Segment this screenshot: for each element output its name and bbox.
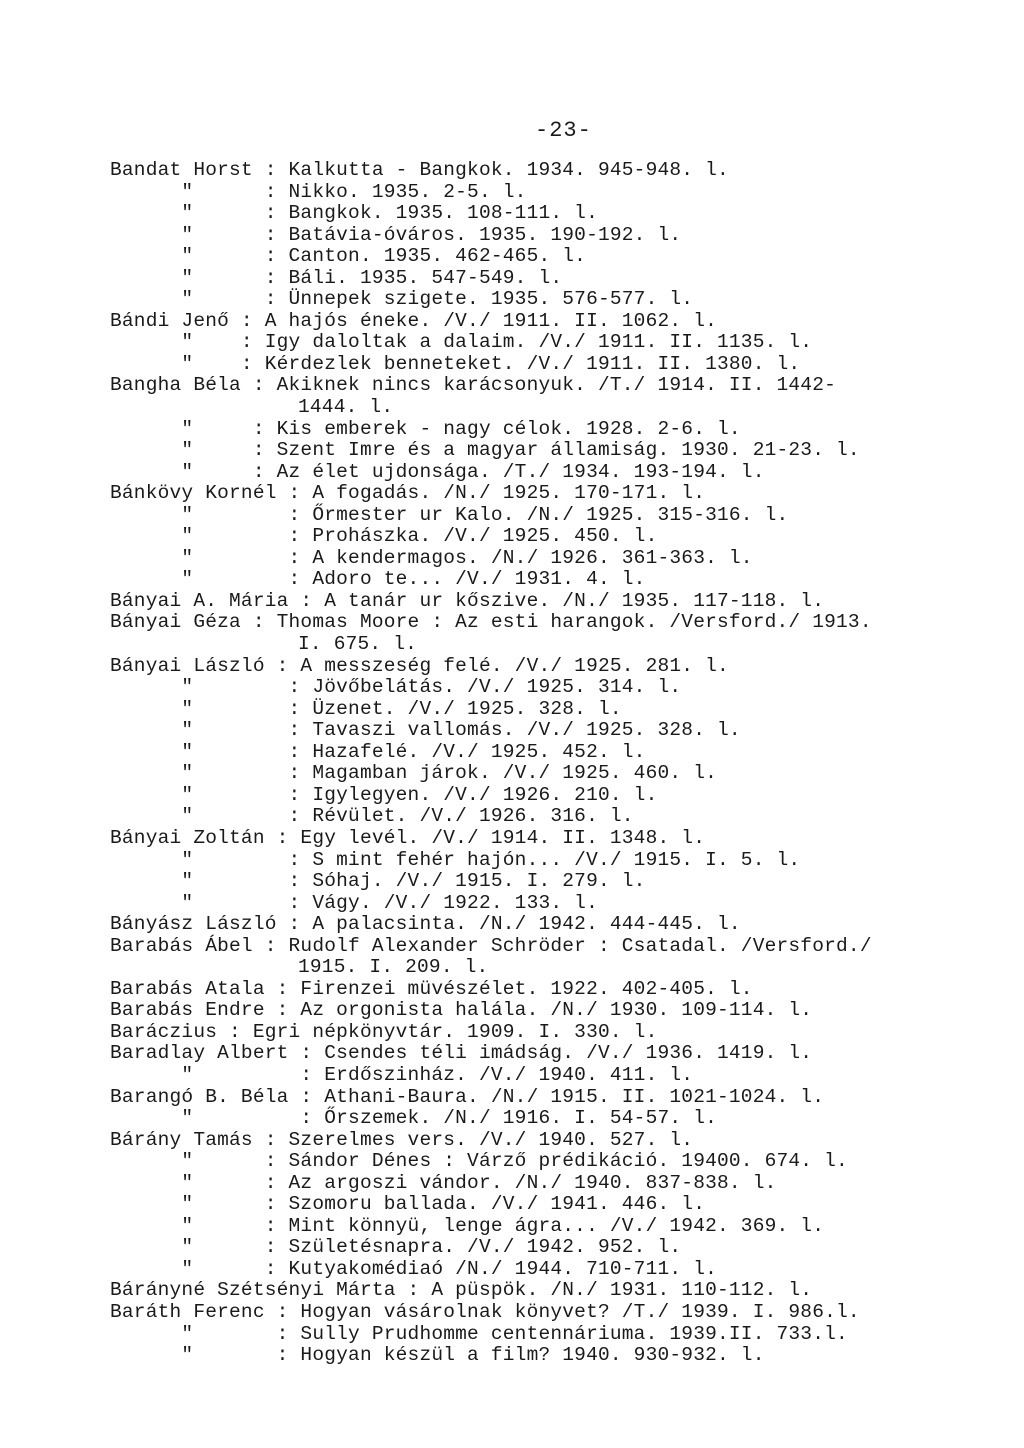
entry-line: Bányai Géza : Thomas Moore : Az esti harangok. /Versford./ 1913. xyxy=(110,611,872,634)
entry-line: " : Kérdezlek benneteket. /V./ 1911. II. 1380. l. xyxy=(110,352,801,375)
entry-line: Bányai László : A messzeség felé. /V./ 1925. 281. l. xyxy=(110,654,729,677)
entry-line: Bányai A. Mária : A tanár ur kőszive. /N./ 1935. 117-118. l. xyxy=(110,589,825,612)
entry-line: Bányai Zoltán : Egy levél. /V./ 1914. II. 1348. l. xyxy=(110,826,706,849)
entry-line: Bányász László : A palacsinta. /N./ 1942. 444-445. l. xyxy=(110,913,741,936)
entry-line: " : Igylegyen. /V./ 1926. 210. l. xyxy=(110,783,658,806)
entry-line: " : Báli. 1935. 547-549. l. xyxy=(110,266,563,289)
entry-line: " : Sully Prudhomme centennáriuma. 1939.II. 733.l. xyxy=(110,1322,848,1345)
entry-line: " : Sándor Dénes : Várző prédikáció. 19400. 674. l. xyxy=(110,1150,848,1173)
entry-line: " : S mint fehér hajón... /V./ 1915. I. 5. l. xyxy=(110,848,801,871)
page-number: -23- xyxy=(535,118,592,143)
entry-line: Barabás Endre : Az orgonista halála. /N./ 1930. 109-114. l. xyxy=(110,999,813,1022)
entry-line: Bánkövy Kornél : A fogadás. /N./ 1925. 170-171. l. xyxy=(110,482,706,505)
entry-line: " : Hogyan készül a film? 1940. 930-932. l. xyxy=(110,1344,765,1367)
entry-line: Barabás Ábel : Rudolf Alexander Schröder : Csatadal. /Versford./ xyxy=(110,934,872,957)
entry-line: " : Őrszemek. /N./ 1916. I. 54-57. l. xyxy=(110,1107,717,1130)
entry-line: Bándi Jenő : A hajós éneke. /V./ 1911. II. 1062. l. xyxy=(110,309,717,332)
entry-line: Barangó B. Béla : Athani-Baura. /N./ 1915. II. 1021-1024. l. xyxy=(110,1085,825,1108)
entry-line: " : Prohászka. /V./ 1925. 450. l. xyxy=(110,525,658,548)
entry-line: " : Hazafelé. /V./ 1925. 452. l. xyxy=(110,740,646,763)
entry-line: Bangha Béla : Akiknek nincs karácsonyuk. /T./ 1914. II. 1442- xyxy=(110,374,837,397)
entry-line: " : Üzenet. /V./ 1925. 328. l. xyxy=(110,697,622,720)
entry-line: Baradlay Albert : Csendes téli imádság. /V./ 1936. 1419. l. xyxy=(110,1042,813,1065)
entry-continuation: 1444. l. xyxy=(298,396,394,419)
entry-line: " : Kutyakomédiaó /N./ 1944. 710-711. l. xyxy=(110,1257,717,1280)
entry-line: " : Szomoru ballada. /V./ 1941. 446. l. xyxy=(110,1193,706,1216)
entry-line: " : Révület. /V./ 1926. 316. l. xyxy=(110,805,634,828)
entry-line: Bárány Tamás : Szerelmes vers. /V./ 1940. 527. l. xyxy=(110,1128,694,1151)
entry-line: " : Születésnapra. /V./ 1942. 952. l. xyxy=(110,1236,682,1259)
entry-line: " : Jövőbelátás. /V./ 1925. 314. l. xyxy=(110,676,682,699)
entry-line: " : Igy daloltak a dalaim. /V./ 1911. II. 1135. l. xyxy=(110,331,813,354)
entry-line: " : Sóhaj. /V./ 1915. I. 279. l. xyxy=(110,870,646,893)
entry-line: " : Őrmester ur Kalo. /N./ 1925. 315-316. l. xyxy=(110,503,789,526)
entry-line: Barabás Atala : Firenzei müvészélet. 1922. 402-405. l. xyxy=(110,977,753,1000)
entry-line: Baráczius : Egri népkönyvtár. 1909. I. 330. l. xyxy=(110,1020,658,1043)
entry-line: " : Adoro te... /V./ 1931. 4. l. xyxy=(110,568,646,591)
bibliography-list xyxy=(110,160,1010,1367)
entry-line: " : A kendermagos. /N./ 1926. 361-363. l. xyxy=(110,546,753,569)
entry-line: Bárányné Szétsényi Márta : A püspök. /N./ 1931. 110-112. l. xyxy=(110,1279,813,1302)
entry-line: " : Bangkok. 1935. 108-111. l. xyxy=(110,202,598,225)
entry-line: " : Vágy. /V./ 1922. 133. l. xyxy=(110,891,598,914)
entry-line: " : Magamban járok. /V./ 1925. 460. l. xyxy=(110,762,717,785)
entry-line: " : Erdőszinház. /V./ 1940. 411. l. xyxy=(110,1063,694,1086)
entry-line: " : Ünnepek szigete. 1935. 576-577. l. xyxy=(110,288,694,311)
entry-line: Bandat Horst : Kalkutta - Bangkok. 1934. 945-948. l. xyxy=(110,159,729,181)
entry-continuation: I. 675. l. xyxy=(298,633,418,656)
entry-line: " : Canton. 1935. 462-465. l. xyxy=(110,245,587,268)
entry-line: " : Nikko. 1935. 2-5. l. xyxy=(110,180,527,203)
entry-line: Baráth Ferenc : Hogyan vásárolnak könyvet? /T./ 1939. I. 986.l. xyxy=(110,1300,860,1323)
entry-line: " : Batávia-óváros. 1935. 190-192. l. xyxy=(110,223,682,246)
entry-line: " : Az argoszi vándor. /N./ 1940. 837-838. l. xyxy=(110,1171,777,1194)
entry-line: " : Az élet ujdonsága. /T./ 1934. 193-194. l. xyxy=(110,460,765,483)
entry-line: " : Tavaszi vallomás. /V./ 1925. 328. l. xyxy=(110,719,741,742)
entry-line: " : Mint könnyü, lenge ágra... /V./ 1942. 369. l. xyxy=(110,1214,825,1237)
entry-line: " : Kis emberek - nagy célok. 1928. 2-6. l. xyxy=(110,417,741,440)
entry-line: " : Szent Imre és a magyar államiság. 1930. 21-23. l. xyxy=(110,439,860,462)
entry-continuation: 1915. I. 209. l. xyxy=(298,956,489,979)
